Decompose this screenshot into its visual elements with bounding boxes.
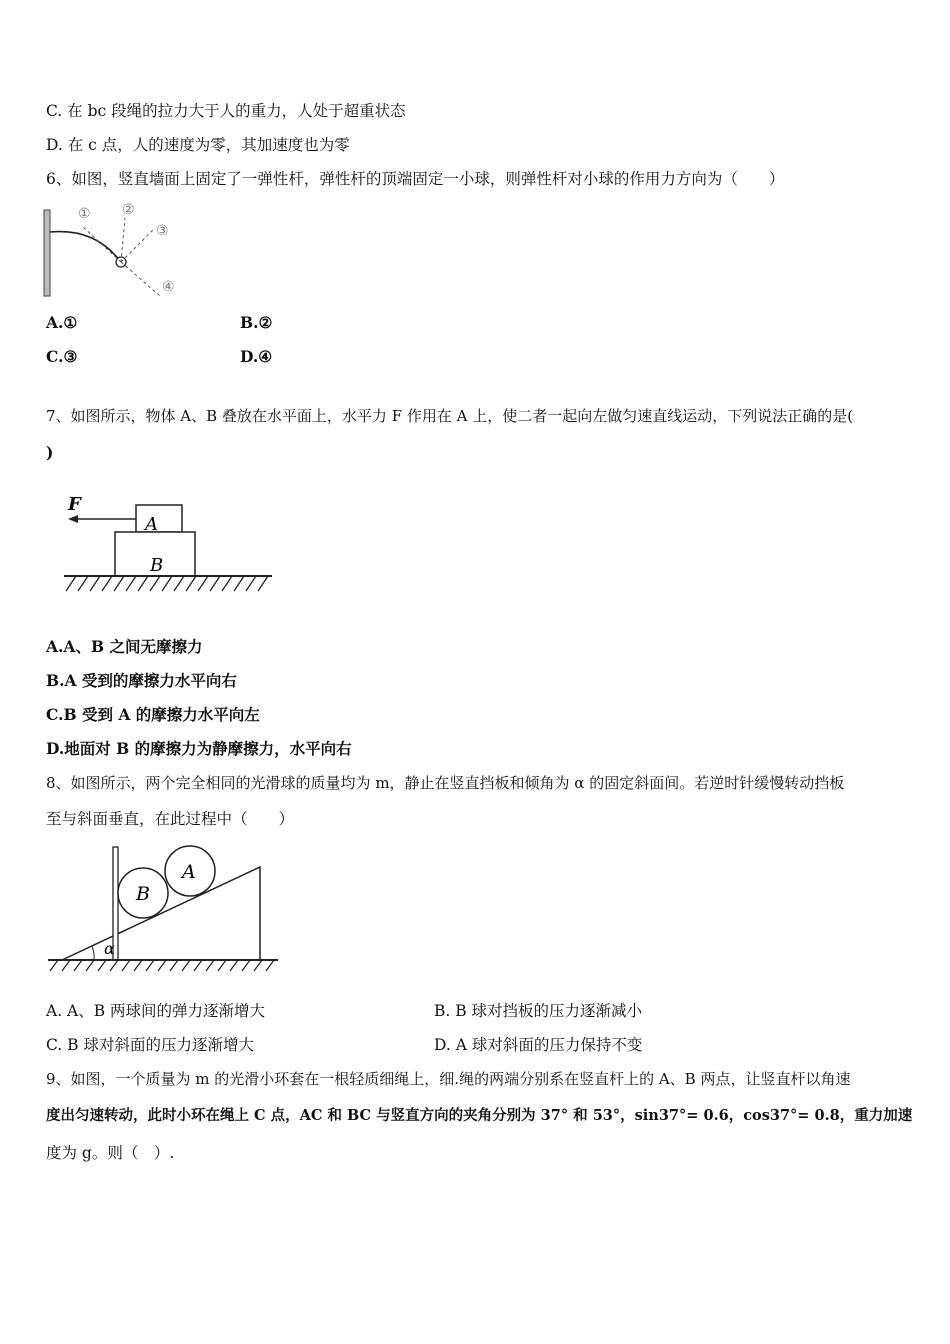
q7-option-c: C.B 受到 A 的摩擦力水平向左: [46, 705, 260, 724]
q9-line1: 9、如图，一个质量为 m 的光滑小环套在一根轻质细绳上，细.绳的两端分别系在竖直杆上的 A、B 两点，让竖直杆以角速: [46, 1070, 851, 1088]
block-b-label: B: [150, 555, 164, 576]
q6-figure: [40, 198, 200, 302]
q8-stem-line2: 至与斜面垂直，在此过程中（ ）: [46, 810, 295, 828]
wall: [44, 210, 50, 296]
q6-option-c: C.③: [46, 347, 78, 366]
ground-hatching: [66, 576, 268, 591]
direction-2-line: [121, 218, 125, 262]
force-f-label: F: [68, 494, 81, 515]
q7-option-a: A.A、B 之间无摩擦力: [46, 637, 203, 656]
q7-stem-line2: ): [46, 443, 54, 462]
q7-option-b: B.A 受到的摩擦力水平向右: [46, 671, 237, 690]
ground-hatching: [50, 960, 274, 971]
q8-option-b: B. B 球对挡板的压力逐渐减小: [434, 1002, 643, 1020]
elastic-rod: [50, 232, 120, 261]
q6-option-a: A.①: [46, 313, 78, 332]
q8-figure: [44, 840, 282, 976]
q9-line3: 度为 g。则（ ）.: [46, 1144, 175, 1162]
q6-option-b: B.②: [240, 313, 273, 332]
q8-stem-line1: 8、如图所示，两个完全相同的光滑球的质量均为 m，静止在竖直挡板和倾角为 α 的固定斜面间。若逆时针缓慢转动挡板: [46, 774, 845, 792]
force-arrowhead: [68, 515, 78, 523]
angle-arc: [92, 946, 94, 960]
direction-1-line: [82, 226, 121, 262]
q5-option-c: C. 在 bc 段绳的拉力大于人的重力，人处于超重状态: [46, 102, 406, 120]
block-a-label: A: [145, 514, 158, 535]
ball-a-label: A: [182, 861, 196, 883]
direction-4-line: [121, 262, 160, 296]
q6-stem: 6、如图，竖直墙面上固定了一弹性杆，弹性杆的顶端固定一小球，则弹性杆对小球的作用力方向为（ ）: [46, 170, 785, 188]
q7-stem-line1: 7、如图所示，物体 A、B 叠放在水平面上，水平力 F 作用在 A 上，使二者一起向左做匀速直线运动，下列说法正确的是(: [46, 407, 854, 425]
direction-3-line: [121, 228, 155, 262]
label-1: ①: [78, 206, 91, 222]
q8-option-a: A. A、B 两球间的弹力逐渐增大: [46, 1002, 266, 1020]
ball-b-label: B: [136, 883, 150, 905]
q8-option-d: D. A 球对斜面的压力保持不变: [434, 1036, 643, 1054]
q8-option-c: C. B 球对斜面的压力逐渐增大: [46, 1036, 254, 1054]
q5-option-d: D. 在 c 点，人的速度为零，其加速度也为零: [46, 136, 350, 154]
label-4: ④: [162, 279, 175, 295]
label-3: ③: [156, 223, 169, 239]
block-a: [136, 505, 182, 532]
q7-option-d: D.地面对 B 的摩擦力为静摩擦力，水平向右: [46, 739, 352, 758]
q6-option-d: D.④: [240, 347, 273, 366]
angle-alpha-label: α: [104, 939, 115, 958]
q7-figure: [58, 488, 278, 594]
label-2: ②: [122, 202, 135, 218]
q9-line2: 度出匀速转动，此时小环在绳上 C 点，AC 和 BC 与竖直方向的夹角分别为 37° 和 53°，sin37°= 0.6，cos37°= 0.8，重力加速: [46, 1107, 913, 1124]
